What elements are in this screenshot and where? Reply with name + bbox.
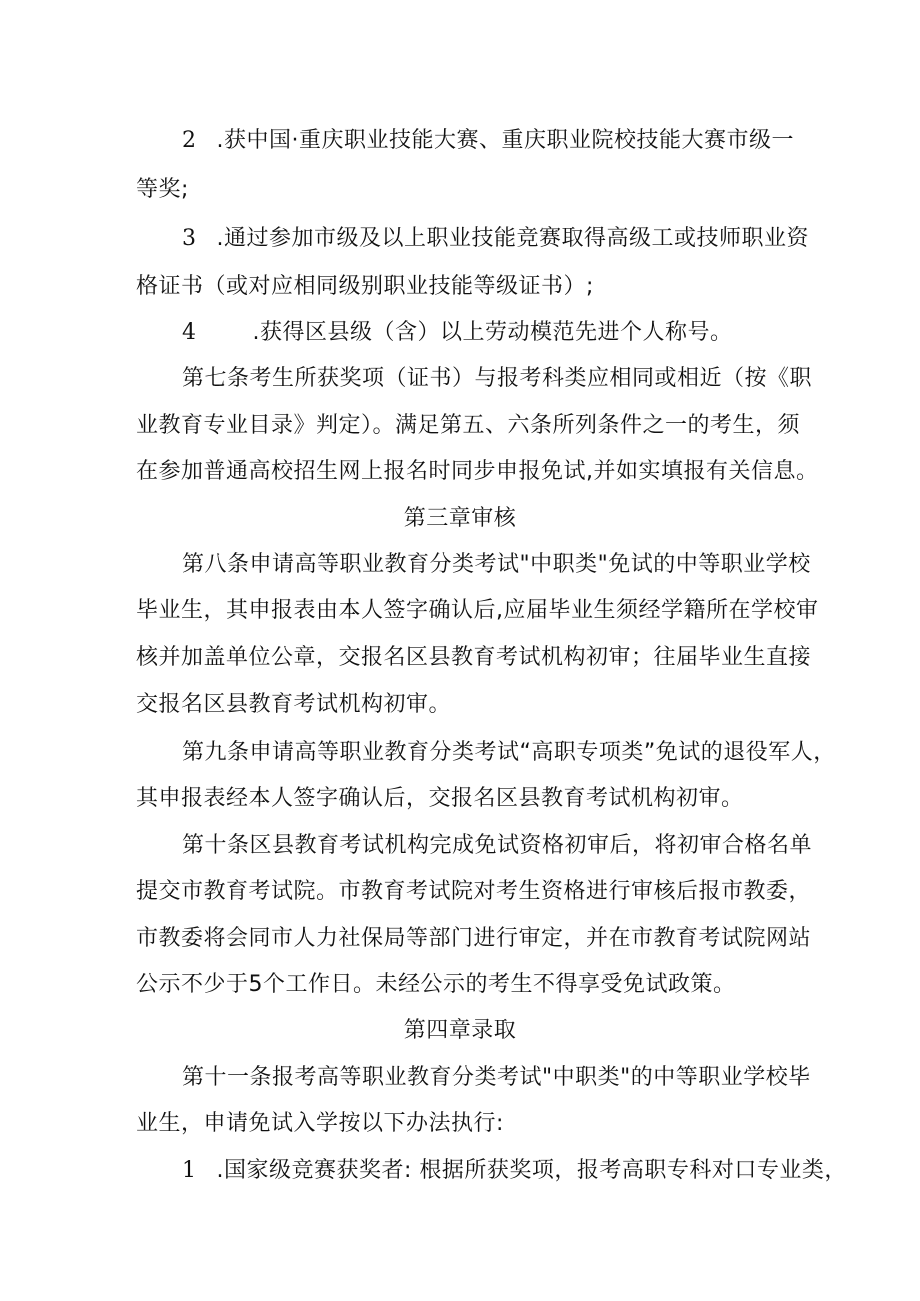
list-number: 3 bbox=[182, 226, 197, 251]
article-9-line: 第九条申请高等职业教育分类考试“高职专项类”免试的退役军人， bbox=[182, 740, 836, 765]
text-line: 在参加普通高校招生网上报名时同步申报免试,并如实填报有关信息。 bbox=[136, 459, 819, 484]
text-line: 毕业生，其申报表由本人签字确认后,应届毕业生须经学籍所在学校审 bbox=[136, 598, 819, 623]
list-item-4 bbox=[182, 318, 842, 348]
paragraph-text: .通过参加市级及以上职业技能竞赛取得高级工或技师职业资 bbox=[216, 226, 809, 251]
text-line: 公示不少于5个工作日。未经公示的考生不得享受免试政策。 bbox=[136, 972, 736, 997]
article-10-line: 第十条区县教育考试机构完成免试资格初审后，将初审合格名单 bbox=[182, 833, 813, 858]
article-7-line: 第七条考生所获奖项（证书）与报考科类应相同或相近（按《职 bbox=[182, 366, 813, 391]
paragraph-text: .获得区县级（含）以上劳动模范先进个人称号。 bbox=[252, 320, 733, 345]
chapter-4-heading: 第四章录取 bbox=[403, 1018, 517, 1043]
text-line: 格证书（或对应相同级别职业技能等级证书）; bbox=[136, 274, 594, 299]
list-item-2 bbox=[182, 126, 842, 156]
article-11-line: 第十一条报考高等职业教育分类考试"中职类"的中等职业学校毕 bbox=[182, 1065, 811, 1090]
chapter-3-heading: 第三章审核 bbox=[403, 506, 517, 531]
text-line: 等奖; bbox=[136, 177, 189, 202]
paragraph-text: .获中国·重庆职业技能大赛、重庆职业院校技能大赛市级一 bbox=[216, 128, 794, 153]
list-item-1 bbox=[182, 1156, 847, 1186]
text-line: 市教委将会同市人力社保局等部门进行审定，并在市教育考试院网站 bbox=[136, 926, 812, 951]
paragraph-text: .国家级竞赛获奖者: 根据所获奖项，报考高职专科对口专业类， bbox=[216, 1158, 847, 1183]
article-8-line: 第八条申请高等职业教育分类考试"中职类"免试的中等职业学校 bbox=[182, 552, 811, 577]
list-number: 4 bbox=[182, 320, 197, 345]
text-line: 交报名区县教育考试机构初审。 bbox=[136, 692, 452, 717]
text-line: 业生，申请免试入学按以下办法执行: bbox=[136, 1111, 504, 1136]
text-line: 业教育专业目录》判定）。满足第五、六条所列条件之一的考生，须 bbox=[136, 413, 801, 438]
list-number: 1 bbox=[182, 1158, 197, 1183]
list-item-3 bbox=[182, 224, 842, 254]
list-number: 2 bbox=[182, 128, 197, 153]
text-line: 提交市教育考试院。市教育考试院对考生资格进行审核后报市教委， bbox=[136, 879, 812, 904]
text-line: 核并加盖单位公章，交报名区县教育考试机构初审；往届毕业生直接 bbox=[136, 645, 812, 670]
text-line: 其申报表经本人签字确认后，交报名区县教育考试机构初审。 bbox=[136, 786, 744, 811]
